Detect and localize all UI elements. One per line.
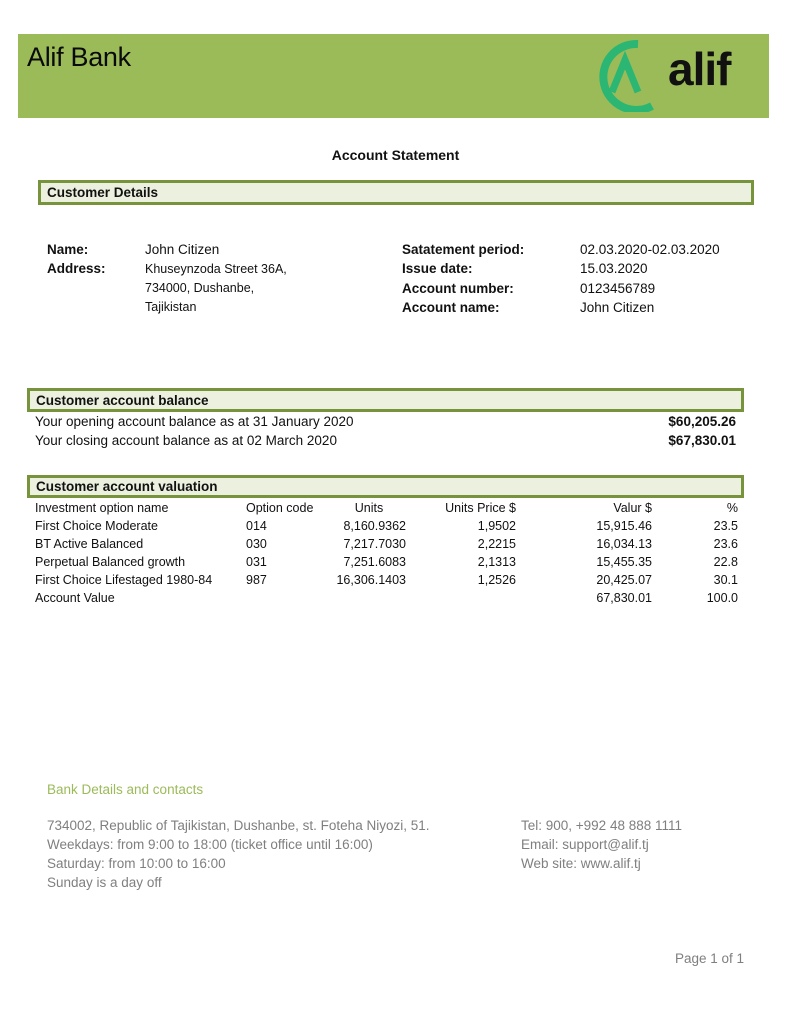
statement-period-label: Satatement period: xyxy=(402,242,525,257)
closing-balance-text: Your closing account balance as at 02 March 2020 xyxy=(35,433,337,448)
unit-price: 1,9502 xyxy=(477,519,516,533)
account-name-value: John Citizen xyxy=(580,300,655,315)
account-number-value: 0123456789 xyxy=(580,281,656,296)
units: 7,251.6083 xyxy=(343,555,406,569)
section-title: Customer account balance xyxy=(36,392,209,408)
issue-date-value: 15.03.2020 xyxy=(580,261,648,276)
value: 15,455.35 xyxy=(596,555,652,569)
units: 7,217.7030 xyxy=(343,537,406,551)
unit-price: 1,2526 xyxy=(477,573,516,587)
bank-phone: Tel: 900, +992 48 888 1111 xyxy=(521,818,683,833)
column-header: Units xyxy=(354,501,384,515)
option-name: BT Active Balanced xyxy=(35,537,144,551)
option-name: First Choice Moderate xyxy=(35,519,158,533)
name-value: John Citizen xyxy=(145,242,220,257)
units: 16,306.1403 xyxy=(336,573,406,587)
total-row xyxy=(35,589,738,607)
total-percent: 100.0 xyxy=(706,591,738,605)
sunday-note: Sunday is a day off xyxy=(47,875,162,890)
issue-date-label: Issue date: xyxy=(402,261,473,276)
bank-details-title: Bank Details and contacts xyxy=(47,782,204,797)
account-valuation-header xyxy=(27,475,744,498)
option-code: 987 xyxy=(246,573,267,587)
percent: 23.5 xyxy=(713,519,738,533)
opening-balance-text: Your opening account balance as at 31 January 2020 xyxy=(35,414,354,429)
option-code: 031 xyxy=(246,555,267,569)
weekday-hours: Weekdays: from 9:00 to 18:00 (ticket office until 16:00) xyxy=(47,837,373,852)
alif-logo-icon xyxy=(586,38,666,112)
column-header: Units Price $ xyxy=(445,501,516,515)
header-band xyxy=(18,34,769,118)
name-label: Name: xyxy=(47,242,89,257)
logo-wordmark: alif xyxy=(668,43,731,95)
table-row xyxy=(35,553,738,571)
units: 8,160.9362 xyxy=(343,519,406,533)
value: 15,915.46 xyxy=(596,519,652,533)
table-row xyxy=(35,517,738,535)
value: 20,425.07 xyxy=(596,573,652,587)
address-line-1: Khuseynzoda Street 36A, xyxy=(145,262,287,276)
saturday-hours: Saturday: from 10:00 to 16:00 xyxy=(47,856,226,871)
alif-logo xyxy=(586,38,761,112)
bank-address: 734002, Republic of Tajikistan, Dushanbe, st. Foteha Niyozi, 51. xyxy=(47,818,430,833)
address-line-2: 734000, Dushanbe, xyxy=(145,281,255,295)
percent: 23.6 xyxy=(713,537,738,551)
option-code: 014 xyxy=(246,519,267,533)
option-name: First Choice Lifestaged 1980-84 xyxy=(35,573,213,587)
option-name: Perpetual Balanced growth xyxy=(35,555,186,569)
document-title: Account Statement xyxy=(331,147,460,163)
opening-balance-amount: $60,205.26 xyxy=(668,414,736,429)
section-title: Customer Details xyxy=(47,185,159,200)
total-value: 67,830.01 xyxy=(596,591,652,605)
bank-email: Email: support@alif.tj xyxy=(521,837,649,852)
page-number: Page 1 of 1 xyxy=(675,951,745,966)
value: 16,034.13 xyxy=(596,537,652,551)
unit-price: 2,1313 xyxy=(477,555,516,569)
total-label: Account Value xyxy=(35,591,115,605)
column-header: % xyxy=(726,501,738,515)
table-row xyxy=(35,571,738,589)
statement-period-value: 02.03.2020-02.03.2020 xyxy=(580,242,720,257)
account-balance-header xyxy=(27,388,744,412)
customer-details-header xyxy=(38,180,754,205)
address-line-3: Tajikistan xyxy=(145,300,197,314)
valuation-table xyxy=(35,499,738,607)
table-header-row xyxy=(35,499,738,517)
account-name-label: Account name: xyxy=(402,300,500,315)
section-title: Customer account valuation xyxy=(36,479,218,494)
option-code: 030 xyxy=(246,537,267,551)
unit-price: 2,2215 xyxy=(477,537,516,551)
column-header: Option code xyxy=(246,501,314,515)
percent: 22.8 xyxy=(713,555,738,569)
bank-website: Web site: www.alif.tj xyxy=(521,856,641,871)
closing-balance-amount: $67,830.01 xyxy=(668,433,736,448)
column-header: Valur $ xyxy=(613,501,652,515)
account-number-label: Account number: xyxy=(402,281,514,296)
percent: 30.1 xyxy=(713,573,738,587)
table-row xyxy=(35,535,738,553)
address-label: Address: xyxy=(47,261,106,276)
bank-title: Alif Bank xyxy=(27,42,131,72)
column-header: Investment option name xyxy=(35,501,169,515)
